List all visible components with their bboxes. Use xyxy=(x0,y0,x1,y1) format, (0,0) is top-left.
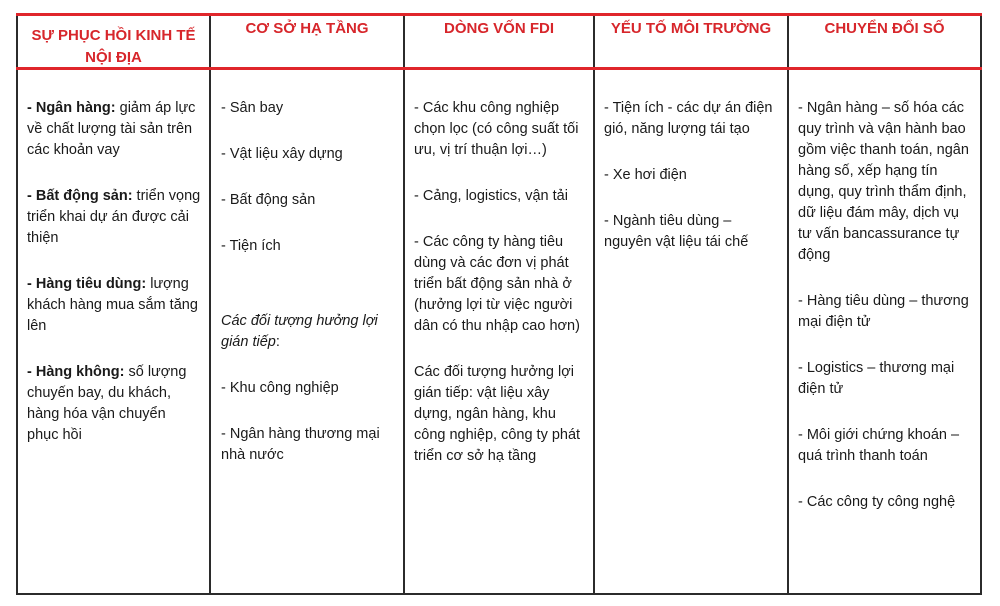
list-item: - Ngân hàng thương mại nhà nước xyxy=(221,426,380,463)
item-label: - Bất động sản: xyxy=(27,188,133,204)
list-item xyxy=(27,274,201,337)
column-body xyxy=(604,98,779,278)
item-text: triển vọng triển khai dự án được cải thiện xyxy=(27,188,201,246)
column-header: SỰ PHỤC HỒI KINH TẾ NỘI ĐỊA xyxy=(31,27,196,66)
list-item xyxy=(27,98,201,161)
list-item: - Ngân hàng – số hóa các quy trình và vận hành bao gồm việc thanh toán, ngân hàng số, xếp hạng tín dụng, quy trình thẩm định, dữ liệu đám mây, dịch vụ tư vấn bancassurance tự động xyxy=(798,100,969,263)
column-body xyxy=(798,98,972,538)
column-body xyxy=(27,98,201,471)
column-infrastructure xyxy=(209,13,403,593)
item-text: số lượng chuyến bay, du khách, hàng hóa vận chuyển phục hồi xyxy=(27,364,187,443)
item-label: - Hàng không: xyxy=(27,364,125,380)
item-label: - Hàng tiêu dùng: xyxy=(27,276,147,292)
column-domestic-recovery xyxy=(18,13,209,593)
column-body xyxy=(221,98,395,491)
column-header: CƠ SỞ HẠ TẦNG xyxy=(245,20,369,37)
list-item: - Khu công nghiệp xyxy=(221,380,339,396)
list-item xyxy=(27,186,201,249)
list-item: Các đối tượng hưởng lợi gián tiếp: vật liệu xây dựng, ngân hàng, khu công nghiệp, công ty phát triển cơ sở hạ tầng xyxy=(414,364,581,464)
column-header: YẾU TỐ MÔI TRƯỜNG xyxy=(610,20,772,37)
list-item: - Hàng tiêu dùng – thương mại điện tử xyxy=(798,293,969,330)
beneficiary-table xyxy=(16,13,982,595)
column-body xyxy=(414,98,585,492)
list-item: - Môi giới chứng khoán – quá trình thanh toán xyxy=(798,427,960,464)
item-text: lượng khách hàng mua sắm tăng lên xyxy=(27,276,198,334)
list-item: - Các công ty công nghệ xyxy=(798,494,956,510)
column-header: CHUYỂN ĐỔI SỐ xyxy=(824,20,945,37)
header-bottom-rule xyxy=(16,67,982,70)
list-item: - Vật liệu xây dựng xyxy=(221,146,343,162)
header-top-rule xyxy=(16,13,982,16)
list-item: - Tiện ích - các dự án điện gió, năng lượng tái tạo xyxy=(604,100,773,137)
column-fdi xyxy=(403,13,593,593)
list-item xyxy=(27,362,201,446)
indirect-beneficiaries-label: Các đối tượng hưởng lợi gián tiếp: xyxy=(221,313,378,350)
list-item: - Bất động sản xyxy=(221,192,316,208)
list-item: - Các công ty hàng tiêu dùng và các đơn vị phát triển bất động sản nhà ở (hưởng lợi từ việc người dân có thu nhập cao hơn) xyxy=(414,234,580,334)
item-text: giảm áp lực về chất lượng tài sản trên các khoản vay xyxy=(27,100,196,158)
list-item: - Cảng, logistics, vận tải xyxy=(414,188,568,204)
list-item: - Ngành tiêu dùng – nguyên vật liệu tái chế xyxy=(604,213,749,250)
column-environment xyxy=(593,13,787,593)
item-label: - Ngân hàng: xyxy=(27,100,116,116)
column-header: DÒNG VỐN FDI xyxy=(443,20,554,37)
list-item: - Tiện ích xyxy=(221,238,281,254)
column-digital-transformation xyxy=(787,13,980,593)
list-item: - Logistics – thương mại điện tử xyxy=(798,360,955,397)
list-item: - Các khu công nghiệp chọn lọc (có công suất tối ưu, vị trí thuận lợi…) xyxy=(414,100,579,158)
list-item: - Xe hơi điện xyxy=(604,167,687,183)
list-item: - Sân bay xyxy=(221,100,284,116)
